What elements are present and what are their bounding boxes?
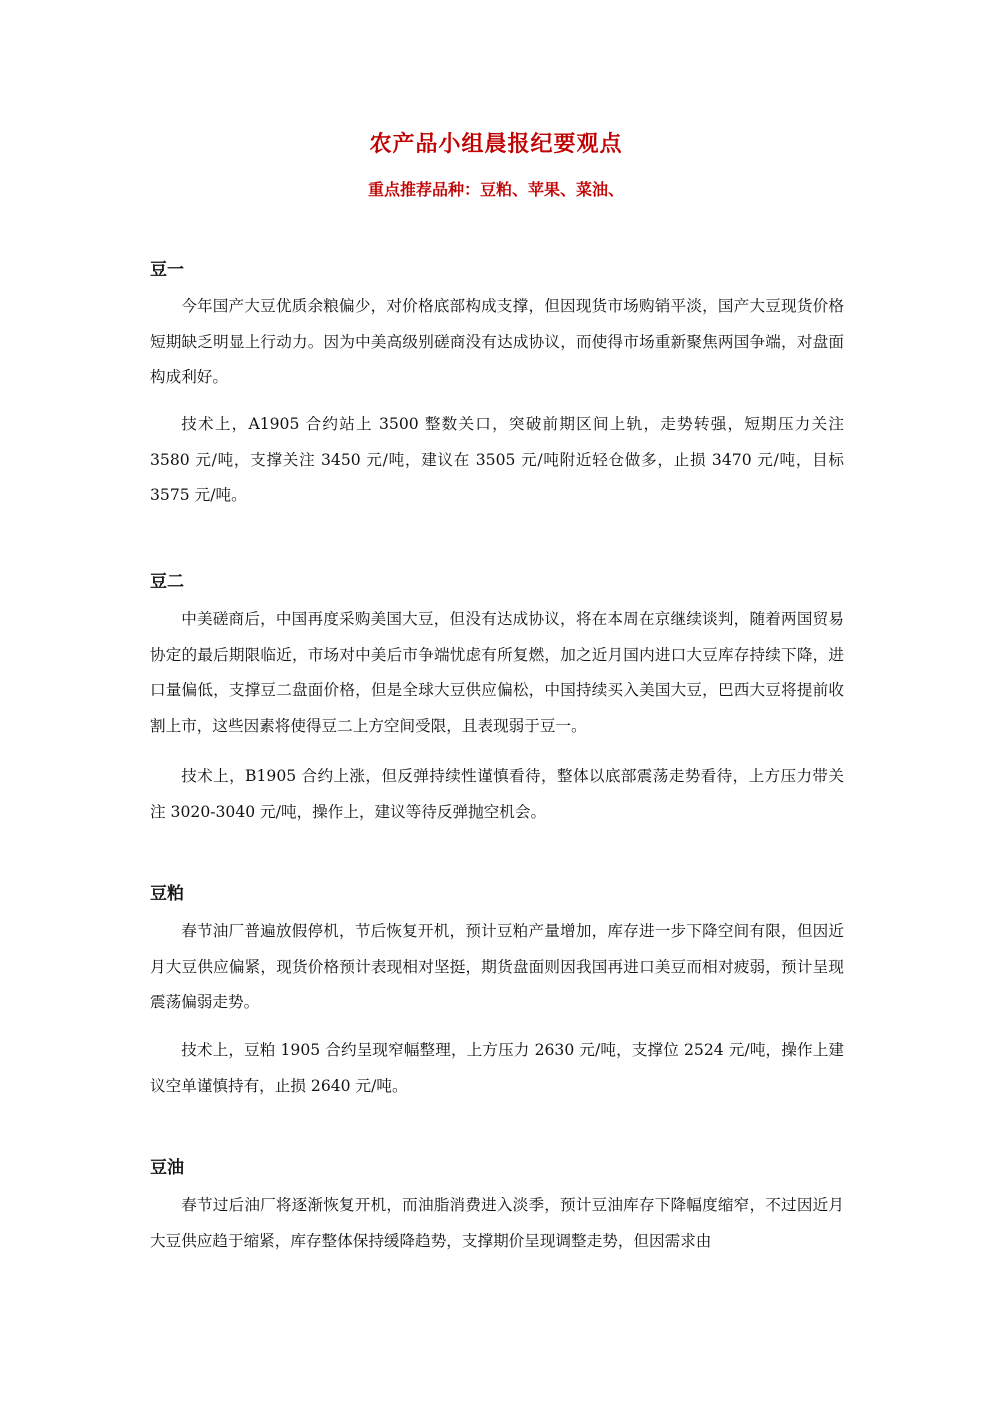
document-title: 农产品小组晨报纪要观点 [369, 132, 623, 157]
paragraph: 春节油厂普遍放假停机，节后恢复开机，预计豆粕产量增加，库存进一步下降空间有限，但因近月大豆供应偏紧，现货价格预计表现相对坚挺，期货盘面则因我国再进口美豆而相对疲弱，预计呈现震荡偏弱走势。 [150, 922, 844, 1011]
paragraph: 技术上，B1905 合约上涨，但反弹持续性谨慎看待，整体以底部震荡走势看待，上方压力带关注 3020-3040 元/吨，操作上，建议等待反弹抛空机会。 [150, 767, 844, 821]
section-heading-dou-you: 豆油 [150, 1158, 184, 1178]
section-heading-dou-po: 豆粕 [150, 884, 184, 904]
paragraph: 春节过后油厂将逐渐恢复开机，而油脂消费进入淡季，预计豆油库存下降幅度缩窄，不过因近月大豆供应趋于缩紧，库存整体保持缓降趋势，支撑期价呈现调整走势，但因需求由 [150, 1196, 844, 1250]
paragraph: 中美磋商后，中国再度采购美国大豆，但没有达成协议，将在本周在京继续谈判，随着两国贸易协定的最后期限临近，市场对中美后市争端忧虑有所复燃，加之近月国内进口大豆库存持续下降，进口量偏低，支撑豆二盘面价格，但是全球大豆供应偏松，中国持续买入美国大豆，巴西大豆将提前收割上市，这些因素将使得豆二上方空间受限，且表现弱于豆一。 [150, 610, 844, 735]
paragraph: 技术上，豆粕 1905 合约呈现窄幅整理，上方压力 2630 元/吨，支撑位 2524 元/吨，操作上建议空单谨慎持有，止损 2640 元/吨。 [150, 1041, 844, 1095]
section-heading-dou-er: 豆二 [150, 572, 184, 592]
paragraph: 技术上，A1905 合约站上 3500 整数关口，突破前期区间上轨，走势转强，短期压力关注 3580 元/吨，支撑关注 3450 元/吨，建议在 3505 元/吨附近轻仓做多，止损 3470 元/吨，目标 3575 元/吨。 [150, 415, 844, 504]
section-heading-dou-yi: 豆一 [150, 260, 184, 280]
document-subtitle: 重点推荐品种：豆粕、苹果、菜油、 [367, 180, 624, 199]
paragraph: 今年国产大豆优质余粮偏少，对价格底部构成支撑，但因现货市场购销平淡，国产大豆现货价格短期缺乏明显上行动力。因为中美高级别磋商没有达成协议，而使得市场重新聚焦两国争端，对盘面构成利好。 [150, 297, 844, 386]
